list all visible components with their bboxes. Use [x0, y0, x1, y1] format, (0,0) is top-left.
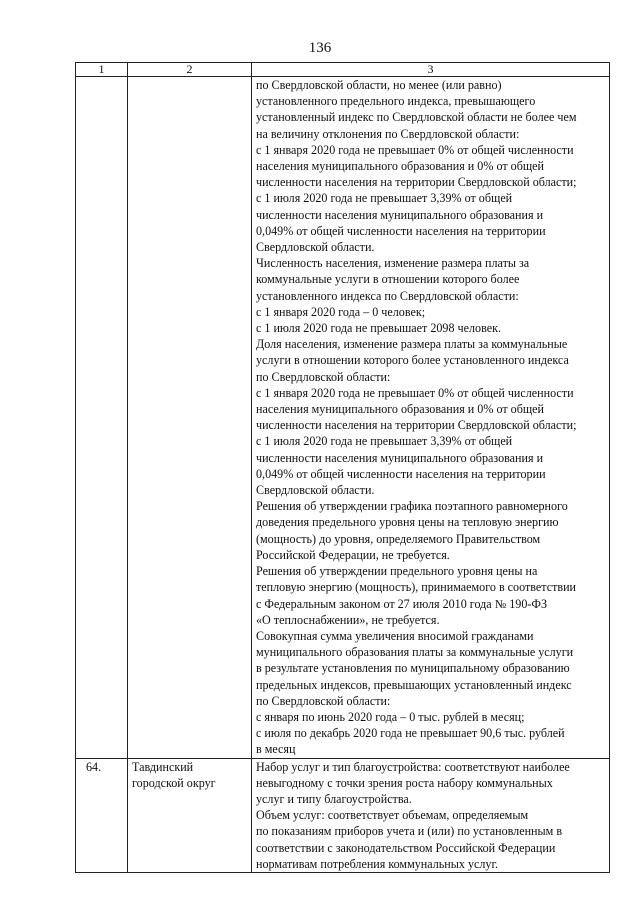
text-line: с 1 января 2020 года не превышает 0% от общей численности: [256, 142, 574, 157]
indices-table: [75, 62, 610, 873]
table-row-64: [76, 758, 610, 872]
text-line: с Федеральным законом от 27 июля 2010 года № 190-ФЗ: [256, 596, 548, 611]
text-line: тепловую энергию (мощность), принимаемого в соответствии: [256, 580, 577, 595]
municipality-cell: [128, 758, 252, 872]
description-text: [252, 77, 609, 758]
text-line: Совокупная сумма увеличения вносимой гражданами: [256, 628, 534, 643]
text-line: услуг и типу благоустройства.: [256, 791, 412, 806]
column-number-1: 1: [76, 63, 128, 77]
text-line: (мощность) до уровня, определяемого Правительством: [256, 531, 541, 546]
table-header-row: [76, 63, 610, 77]
text-line: с 1 июля 2020 года не превышает 2098 человек.: [256, 321, 501, 336]
text-line: с июля по декабрь 2020 года не превышает 90,6 тыс. рублей: [256, 726, 565, 741]
text-line: установленного индекса по Свердловской области:: [256, 288, 519, 303]
text-line: Численность населения, изменение размера платы за: [256, 256, 530, 271]
text-line: с 1 января 2020 года – 0 человек;: [256, 304, 426, 319]
text-line: 0,049% от общей численности населения на территории: [256, 223, 546, 238]
municipality-name: [128, 759, 251, 791]
description-cell: [252, 77, 610, 759]
description-text: [252, 759, 609, 872]
text-line: муниципального образования платы за коммунальные услуги: [256, 645, 574, 660]
text-line: Свердловской области.: [256, 483, 375, 498]
text-line: численности населения муниципального образования и: [256, 450, 544, 465]
text-line: установленный индекс по Свердловской области не более чем: [256, 110, 577, 125]
text-line: Решения об утверждении графика поэтапного равномерного: [256, 499, 568, 514]
text-line: численности населения на территории Свердловской области;: [256, 418, 577, 433]
text-line: по Свердловской области:: [256, 693, 391, 708]
text-line: численности населения муниципального образования и: [256, 207, 544, 222]
text-line: «О теплоснабжении», не требуется.: [256, 612, 440, 627]
table-row-continued: [76, 77, 610, 759]
text-line: в результате установления по муниципальному образованию: [256, 661, 570, 676]
text-line: установленного предельного индекса, превышающего: [256, 94, 536, 109]
text-line: нормативам потребления коммунальных услуг.: [256, 856, 499, 871]
row-number-cell: [76, 77, 128, 759]
text-line: с 1 января 2020 года не превышает 0% от общей численности: [256, 385, 574, 400]
text-line: в месяц: [256, 742, 296, 757]
text-line: коммунальные услуги в отношении которого более: [256, 272, 520, 287]
municipality-name-line: городской округ: [132, 775, 216, 790]
text-line: численности населения на территории Свердловской области;: [256, 175, 577, 190]
text-line: 0,049% от общей численности населения на территории: [256, 466, 546, 481]
text-line: Российской Федерации, не требуется.: [256, 547, 450, 562]
municipality-cell: [128, 77, 252, 759]
text-line: по Свердловской области:: [256, 369, 391, 384]
text-line: населения муниципального образования и 0% от общей: [256, 402, 544, 417]
description-cell: [252, 758, 610, 872]
text-line: с января по июнь 2020 года – 0 тыс. рублей в месяц;: [256, 709, 525, 724]
text-line: с 1 июля 2020 года не превышает 3,39% от общей: [256, 434, 513, 449]
text-line: невыгодному с точки зрения роста набору коммунальных: [256, 775, 553, 790]
column-number-2: 2: [128, 63, 252, 77]
text-line: Решения об утверждении предельного уровня цены на: [256, 564, 538, 579]
text-line: Объем услуг: соответствует объемам, определяемым: [256, 808, 529, 823]
text-line: Свердловской области.: [256, 240, 375, 255]
text-line: соответствии с законодательством Российской Федерации: [256, 840, 556, 855]
text-line: предельных индексов, превышающих установленный индекс: [256, 677, 572, 692]
text-line: услуги в отношении которого более установленного индекса: [256, 353, 569, 368]
text-line: населения муниципального образования и 0% от общей: [256, 159, 544, 174]
municipality-name-line: Тавдинский: [132, 759, 194, 774]
text-line: по показаниям приборов учета и (или) по установленным в: [256, 824, 563, 839]
column-number-3: 3: [252, 63, 610, 77]
text-line: Набор услуг и тип благоустройства: соответствуют наиболее: [256, 759, 570, 774]
row-number-cell: [76, 758, 128, 872]
row-number: 64.: [86, 759, 102, 774]
page-number: 136: [308, 40, 332, 56]
text-line: доведения предельного уровня цены на тепловую энергию: [256, 515, 559, 530]
text-line: Доля населения, изменение размера платы за коммунальные: [256, 337, 568, 352]
text-line: по Свердловской области, но менее (или равно): [256, 78, 502, 92]
text-line: с 1 июля 2020 года не превышает 3,39% от общей: [256, 191, 513, 206]
text-line: на величину отклонения по Свердловской области:: [256, 126, 520, 141]
